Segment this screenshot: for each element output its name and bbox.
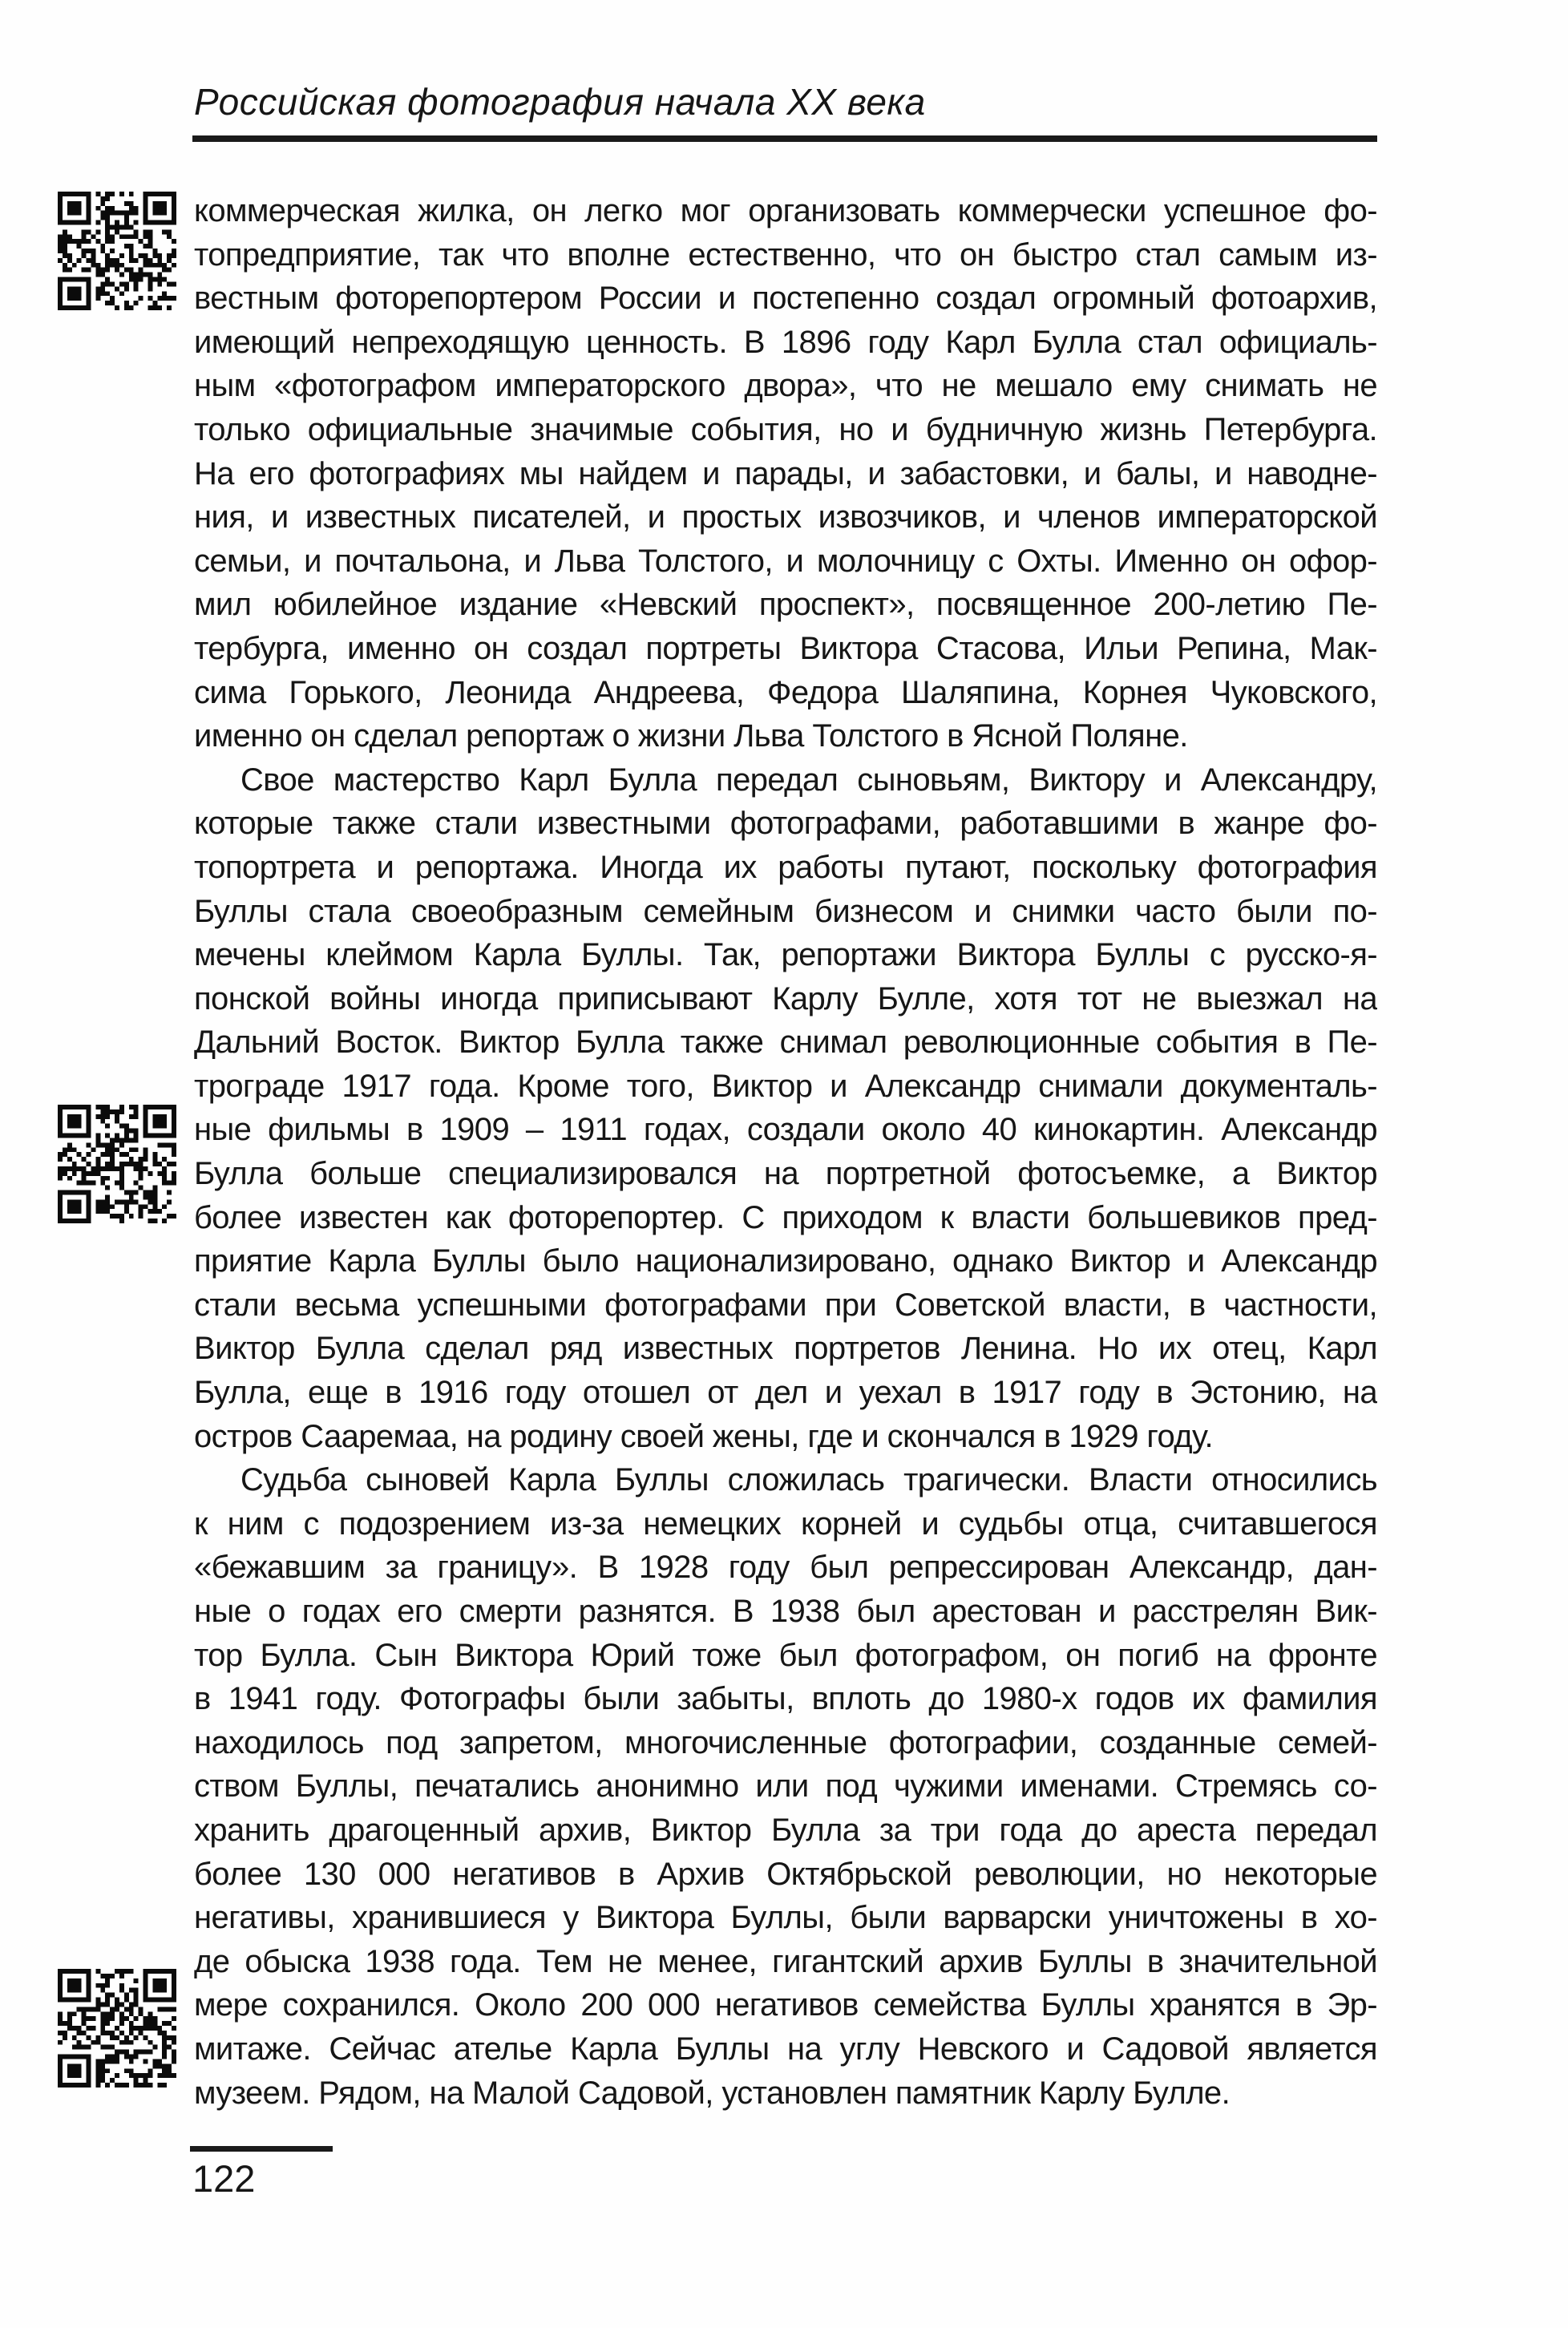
text-line: Буллы стала своеобразным семейным бизнесом и снимки часто были по- (194, 893, 1377, 929)
body-text (194, 189, 1377, 2115)
text-line: топредприятие, так что вполне естественно, что он быстро стал самым из- (194, 236, 1377, 273)
text-line: мере сохранился. Около 200 000 негативов семейства Буллы хранятся в Эр- (194, 1987, 1377, 2023)
text-line: трограде 1917 года. Кроме того, Виктор и Александр снимали документаль- (194, 1068, 1377, 1104)
text-line: ством Буллы, печатались анонимно или под чужими именами. Стремясь со- (194, 1768, 1377, 1805)
text-line: Булла больше специализировался на портретной фотосъемке, а Виктор (194, 1156, 1377, 1192)
text-line: к ним с подозрением из-за немецких корней и судьбы отца, считавшегося (194, 1506, 1377, 1542)
header-rule (192, 135, 1377, 142)
text-line: понской войны иногда приписывают Карлу Булле, хотя тот не выезжал на (194, 980, 1377, 1016)
text-line: остров Сааремаа, на родину своей жены, где и скончался в 1929 году. (194, 1418, 1213, 1454)
qr-code-icon (58, 1105, 176, 1223)
text-line: ные о годах его смерти разнятся. В 1938 был арестован и расстрелян Вик- (194, 1594, 1377, 1629)
text-line: в 1941 году. Фотографы были забыты, вплоть до 1980-х годов их фамилия (194, 1681, 1377, 1717)
text-line: Виктор Булла сделал ряд известных портретов Ленина. Но их отец, Карл (194, 1331, 1377, 1367)
page-header-title: Российская фотография начала XX века (194, 81, 926, 123)
text-line: вестным фоторепортером России и постепенно создал огромный фотоархив, (194, 281, 1377, 317)
text-line: На его фотографиях мы найдем и парады, и забастовки, и балы, и наводне- (194, 455, 1377, 491)
text-line: мил юбилейное издание «Невский проспект», посвященное 200-летию Пе- (194, 587, 1377, 623)
text-line: ным «фотографом императорского двора», что не мешало ему снимать не (194, 368, 1377, 404)
text-line: ния, и известных писателей, и простых извозчиков, и членов императорской (194, 499, 1377, 536)
text-line: «бежавшим за границу». В 1928 году был репрессирован Александр, дан- (194, 1550, 1377, 1586)
qr-code-icon (58, 1969, 176, 2088)
text-line: Дальний Восток. Виктор Булла также снимал революционные события в Пе- (194, 1025, 1377, 1061)
text-line: именно он сделал репортаж о жизни Льва Толстого в Ясной Поляне. (194, 718, 1188, 754)
text-line: негативы, хранившиеся у Виктора Буллы, были варварски уничтожены в хо- (194, 1900, 1377, 1936)
text-line: де обыска 1938 года. Тем не менее, гигантский архив Буллы в значительной (194, 1943, 1377, 1979)
text-line: музеем. Рядом, на Малой Садовой, установлен памятник Карлу Булле. (194, 2075, 1231, 2111)
text-line: только официальные значимые события, но и будничную жизнь Петербурга. (194, 411, 1377, 447)
text-line: которые также стали известными фотографами, работавшими в жанре фо- (194, 806, 1377, 842)
text-line: ные фильмы в 1909 – 1911 годах, создали около 40 кинокартин. Александр (194, 1112, 1377, 1148)
text-line: коммерческая жилка, он легко мог организовать коммерчески успешное фо- (194, 193, 1377, 228)
text-line: Судьба сыновей Карла Буллы сложилась трагически. Власти относились (240, 1462, 1377, 1498)
text-line: Булла, еще в 1916 году отошел от дел и уехал в 1917 году в Эстонию, на (194, 1375, 1377, 1411)
text-line: приятие Карла Буллы было национализировано, однако Виктор и Александр (194, 1243, 1377, 1279)
text-line: мечены клеймом Карла Буллы. Так, репортажи Виктора Буллы с русско-я- (194, 937, 1377, 973)
text-line: Свое мастерство Карл Булла передал сыновьям, Виктору и Александру, (240, 762, 1377, 798)
text-line: стали весьма успешными фотографами при Советской власти, в частности, (194, 1287, 1377, 1323)
text-line: топортрета и репортажа. Иногда их работы путают, поскольку фотография (194, 849, 1377, 885)
page-number: 122 (192, 2157, 256, 2200)
paragraph (194, 1458, 1377, 2115)
text-line: находилось под запретом, многочисленные фотографии, созданные семей- (194, 1724, 1377, 1760)
text-line: имеющий непреходящую ценность. В 1896 году Карл Булла стал официаль- (194, 324, 1377, 360)
text-line: тербурга, именно он создал портреты Виктора Стасова, Ильи Репина, Мак- (194, 630, 1377, 666)
text-line: более 130 000 негативов в Архив Октябрьской революции, но некоторые (194, 1856, 1377, 1892)
text-line: сима Горького, Леонида Андреева, Федора Шаляпина, Корнея Чуковского, (194, 674, 1377, 710)
paragraph (194, 758, 1377, 1459)
paragraph (194, 189, 1377, 758)
text-line: тор Булла. Сын Виктора Юрий тоже был фотографом, он погиб на фронте (194, 1637, 1377, 1673)
qr-code-icon (58, 192, 176, 310)
text-line: семьи, и почтальона, и Льва Толстого, и молочницу с Охты. Именно он офор- (194, 543, 1377, 579)
text-line: более известен как фоторепортер. С приходом к власти большевиков пред- (194, 1199, 1377, 1235)
footer-rule (190, 2146, 333, 2152)
text-line: митаже. Сейчас ателье Карла Буллы на углу Невского и Садовой является (194, 2031, 1377, 2067)
text-line: хранить драгоценный архив, Виктор Булла за три года до ареста передал (194, 1812, 1377, 1848)
